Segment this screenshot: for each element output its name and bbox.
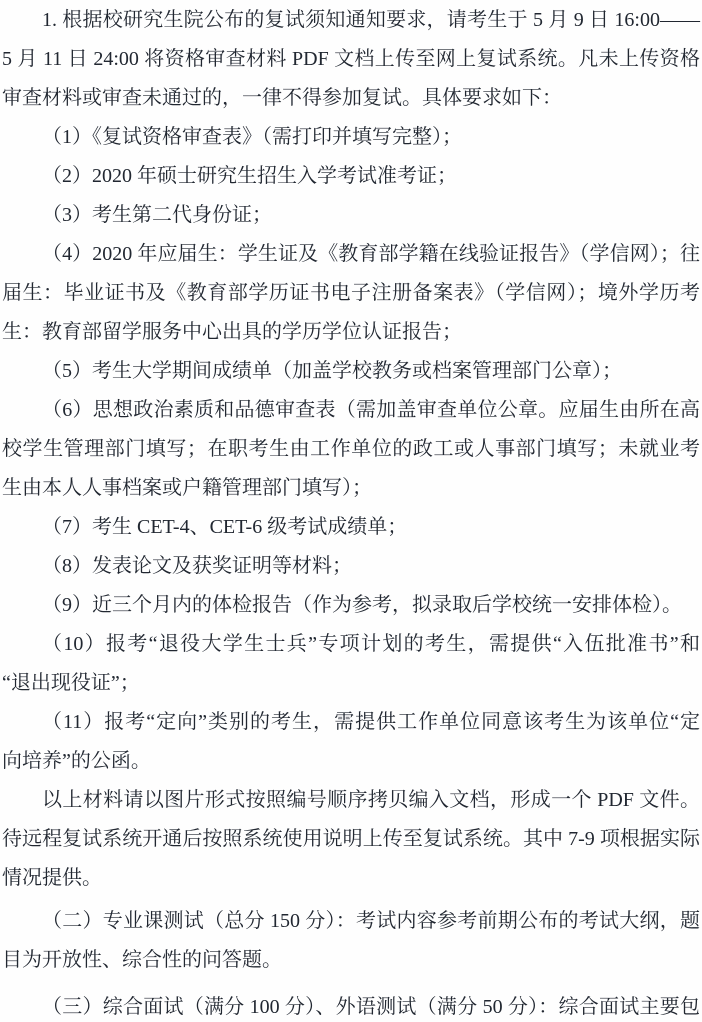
text-line: （3）考生第二代身份证； [42, 204, 272, 226]
text-line: （1）《复试资格审查表》（需打印并填写完整）； [42, 126, 462, 148]
text-line: （9）近三个月内的体检报告（作为参考，拟录取后学校统一安排体检）。 [42, 594, 682, 616]
text-line: 1. 根据校研究生院公布的复试须知通知要求，请考生于 5 月 9 日 16:00—— [42, 9, 700, 31]
text-line: 审查材料或审查未通过的，一律不得参加复试。具体要求如下： [2, 87, 562, 109]
text-line: 届生：毕业证书及《教育部学历证书电子注册备案表》（学信网）；境外学历考 [2, 282, 700, 304]
text-line: “退出现役证”； [2, 672, 140, 694]
text-line: （4）2020 年应届生：学生证及《教育部学籍在线验证报告》（学信网）；往 [42, 243, 700, 265]
text-line: 待远程复试系统开通后按照系统使用说明上传至复试系统。其中 7-9 项根据实际 [2, 828, 700, 850]
text-line: 生：教育部留学服务中心出具的学历学位认证报告； [2, 321, 462, 343]
text-line: （三）综合面试（满分 100 分）、外语测试（满分 50 分）：综合面试主要包 [42, 996, 700, 1018]
text-line: （11）报考“定向”类别的考生，需提供工作单位同意该考生为该单位“定 [42, 711, 700, 733]
text-line: 以上材料请以图片形式按照编号顺序拷贝编入文档，形成一个 PDF 文件。 [42, 789, 700, 811]
text-line: 向培养”的公函。 [2, 750, 151, 772]
text-line: 目为开放性、综合性的问答题。 [2, 949, 282, 971]
text-line: （10）报考“退役大学生士兵”专项计划的考生，需提供“入伍批准书”和 [42, 633, 700, 655]
text-line: （7）考生 CET-4、CET-6 级考试成绩单； [42, 516, 408, 538]
text-line: 情况提供。 [2, 867, 102, 889]
text-line: （8）发表论文及获奖证明等材料； [42, 555, 352, 577]
text-line: （6）思想政治素质和品德审查表（需加盖审查单位公章。应届生由所在高 [42, 399, 700, 421]
document-text-block [2, 1, 700, 1022]
text-line: 生由本人人事档案或户籍管理部门填写）； [2, 477, 372, 499]
text-line: （5）考生大学期间成绩单（加盖学校教务或档案管理部门公章）； [42, 360, 622, 382]
text-line: （2）2020 年硕士研究生招生入学考试准考证； [42, 165, 457, 187]
text-line: 校学生管理部门填写；在职考生由工作单位的政工或人事部门填写；未就业考 [2, 438, 700, 460]
text-line: 5 月 11 日 24:00 将资格审查材料 PDF 文档上传至网上复试系统。凡未上传资格 [2, 48, 700, 70]
text-line: （二）专业课测试（总分 150 分）：考试内容参考前期公布的考试大纲，题 [42, 910, 700, 932]
